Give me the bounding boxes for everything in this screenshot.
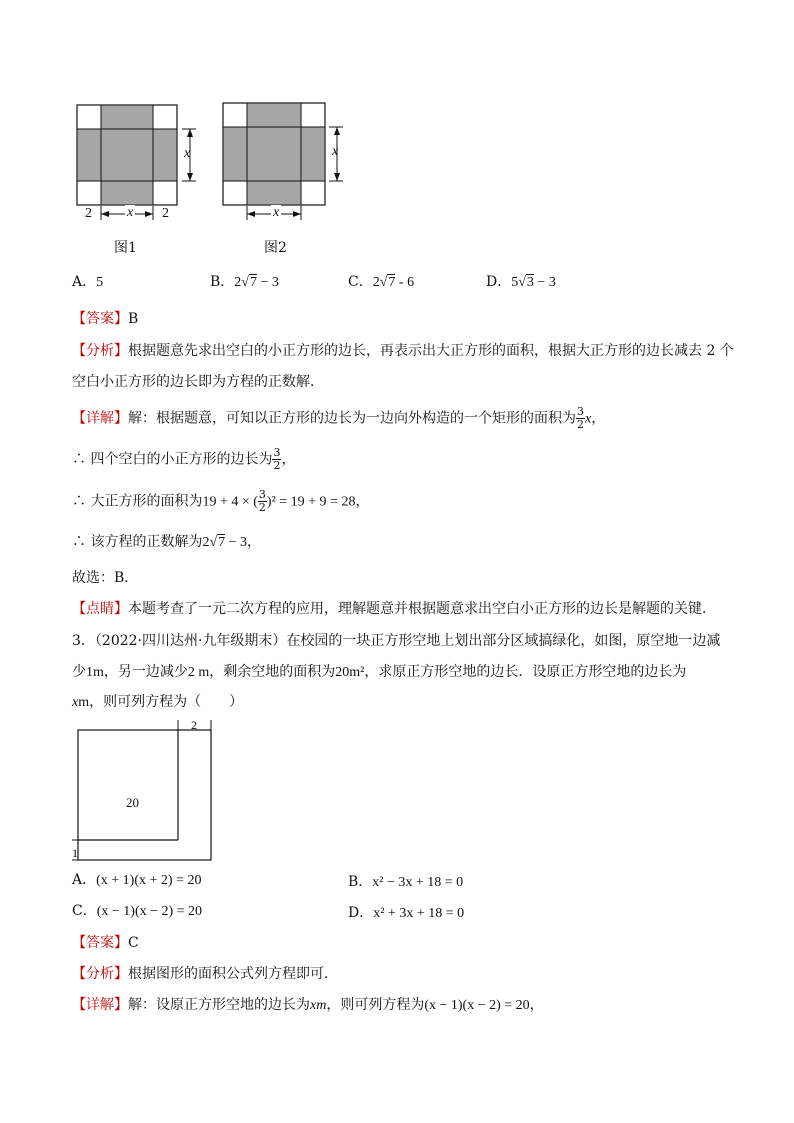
q2-choose: 故选：B． <box>72 570 139 586</box>
q3-option-b: B．x² − 3x + 18 = 0 <box>348 874 464 890</box>
q2-detail-line2: ∴ 四个空白的小正方形的边长为 $\frac{3}{2}$ ， <box>72 446 296 472</box>
q2-comment: 【点睛】本题考查了一元二次方程的应用，理解题意并根据题意求出空白小正方形的边长是解题的关键． <box>72 601 716 617</box>
fig1-x-vertical: x <box>184 146 191 161</box>
fig1-right-2: 2 <box>162 206 169 221</box>
q3-analysis: 【分析】根据图形的面积公式列方程即可． <box>72 966 338 982</box>
figure-2 <box>215 96 355 226</box>
q2-option-a: A．5 <box>72 274 104 290</box>
q3-fig-center-label: 20 <box>126 795 139 810</box>
fig2-caption: 图2 <box>264 240 287 256</box>
q3-stem-line3: xm，则可列方程为（ ） <box>72 694 244 710</box>
q3-detail: 【详解】解：设原正方形空地的边长为xm，则可列方程为(x − 1)(x − 2) = 20， <box>72 997 544 1013</box>
fig1-x-horizontal: x <box>127 205 134 220</box>
q3-option-a: A．(x + 1)(x + 2) = 20 <box>72 872 202 888</box>
q3-answer: 【答案】C <box>72 935 139 951</box>
q2-analysis-line1: 【分析】根据题意先求出空白的小正方形的边长，再表示出大正方形的面积，根据大正方形的边长减去 2 个 <box>72 343 734 359</box>
q3-option-d: D．x² + 3x + 18 = 0 <box>348 905 465 921</box>
q3-stem-line1: 3．（2022·四川达州·九年级期末）在校园的一块正方形空地上划出部分区域搞绿化，如图，原空地一边减 <box>72 633 721 649</box>
fig2-x-vertical: x <box>332 144 339 159</box>
q3-fig-corner-label: 1 <box>72 846 78 860</box>
q2-option-b: B．2√7 − 3 <box>210 274 279 290</box>
q2-answer: 【答案】B <box>72 311 139 327</box>
fig1-left-2: 2 <box>85 206 92 221</box>
q3-figure <box>68 716 218 866</box>
q3-stem-line2: 少1m，另一边减少2 m，剩余空地的面积为20m²，求原正方形空地的边长．设原正方形空地的边长为 <box>72 664 687 680</box>
fig1-caption: 图1 <box>114 240 137 256</box>
q2-detail-line3: ∴ 大正方形的面积为19 + 4 × ( $\frac{3}{2}$ )² = 19 + 9 = 28， <box>72 488 370 514</box>
q2-option-d: D．5√3 − 3 <box>486 274 556 290</box>
fig2-x-horizontal: x <box>273 205 280 220</box>
q2-analysis-line2: 空白小正方形的边长即为方程的正数解． <box>72 374 324 390</box>
q2-detail-line1: 【详解】解：根据题意，可知以正方形的边长为一边向外构造的一个矩形的面积为 $\frac{3}{2}$ x， <box>72 405 606 431</box>
q2-detail-line4: ∴ 该方程的正数解为2√7 − 3， <box>72 534 262 550</box>
q3-fig-top-label: 2 <box>191 718 197 732</box>
q2-option-c: C．2√7 - 6 <box>348 274 415 290</box>
q3-option-c: C．(x − 1)(x − 2) = 20 <box>72 903 203 919</box>
